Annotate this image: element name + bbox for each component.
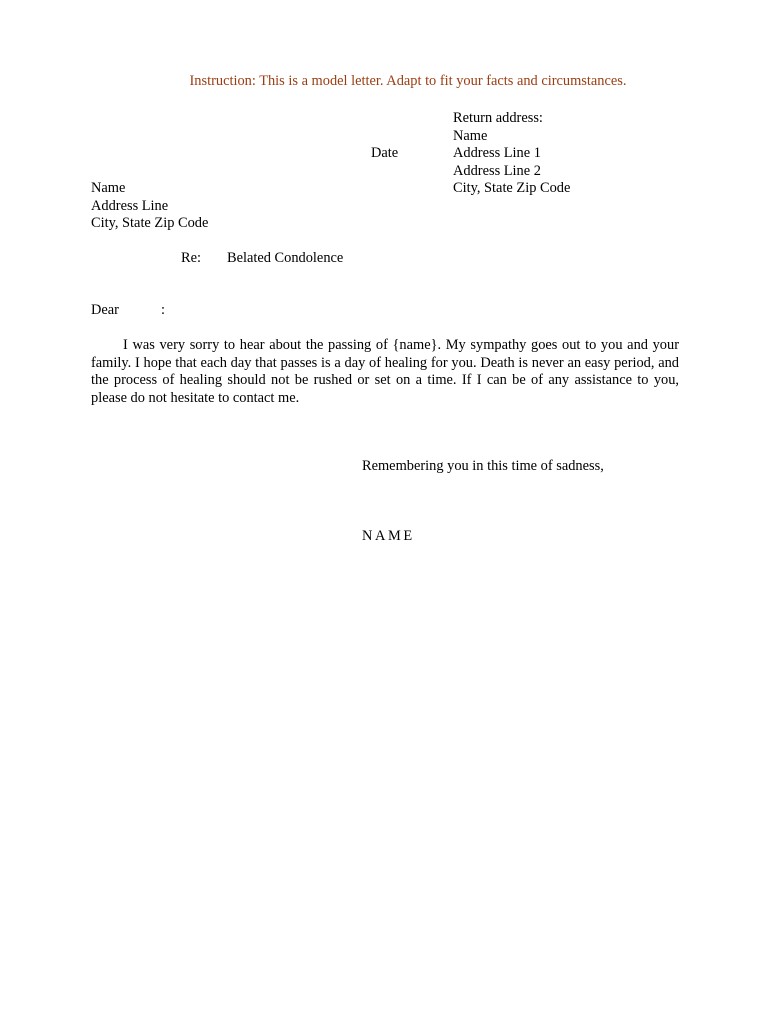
return-address-line-1: Address Line 1 [453,145,541,161]
return-address-heading: Return address: [453,110,543,126]
recipient-name: Name [91,180,126,196]
return-address-city-state-zip: City, State Zip Code [453,180,571,196]
salutation-colon: : [160,302,165,318]
return-address-block [453,110,570,198]
reference-label: Re: [181,250,201,266]
instruction-note: Instruction: This is a model letter. Adapt to fit your facts and circumstances. [189,73,627,89]
reference-subject: Belated Condolence [227,250,344,266]
return-address-name: Name [453,127,488,144]
signature-name: NAME [362,528,415,544]
letter-body-paragraph: I was very sorry to hear about the passing of {name}. My sympathy goes out to you and your family. I hope that each day that passes is a day of healing for you. Death is never an easy period, and the process of healing should not be rushed or set on a time. If I can be of any assistance to you, please do not hesitate to contact me. [91,337,679,406]
return-address-line-2: Address Line 2 [453,162,541,179]
salutation-greeting: Dear [91,302,119,318]
recipient-address-block [91,180,208,233]
letter-date: Date [371,145,399,161]
letter-closing: Remembering you in this time of sadness, [362,458,604,474]
recipient-city-state-zip: City, State Zip Code [91,215,209,231]
salutation [91,302,165,320]
recipient-address-line: Address Line [91,197,169,214]
